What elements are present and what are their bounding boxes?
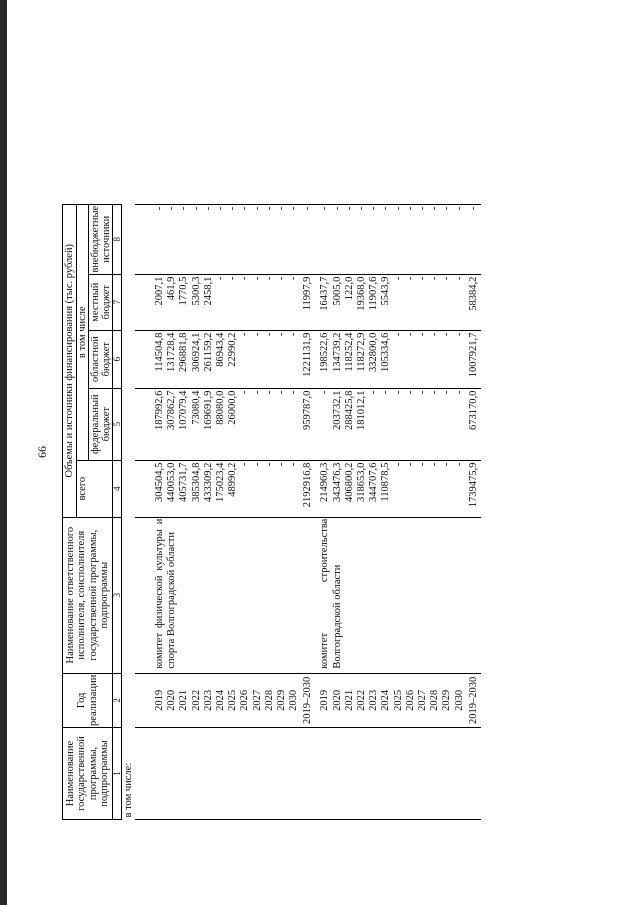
local-value: -	[392, 276, 404, 281]
local-value: -	[214, 276, 226, 281]
extra-value: -	[331, 206, 343, 211]
local-value: -	[251, 276, 263, 281]
extra-value: -	[416, 206, 428, 211]
extra-value: -	[429, 206, 441, 211]
program-name-cell	[315, 728, 480, 820]
extra-value: -	[275, 206, 287, 211]
total-value: 110878,5	[380, 462, 392, 502]
federal-value: 307862,7	[166, 390, 178, 431]
regional-value: -	[392, 332, 404, 337]
header-regional: областной бюджет	[89, 330, 113, 388]
year-column	[315, 673, 480, 727]
federal-value: 88080,0	[214, 390, 226, 425]
federal-value: 181012,1	[356, 390, 368, 431]
local-value: 2007,1	[154, 276, 166, 306]
years-value: 2022	[190, 689, 202, 711]
executor-cell: комитет физической культуры и спорта Волгоградской области	[150, 517, 315, 673]
local-value: -	[239, 276, 251, 281]
extra-value: -	[302, 206, 314, 211]
regional-value: -	[429, 332, 441, 337]
years-value: 2027	[416, 689, 428, 711]
years-value: 2019–2030	[302, 676, 314, 724]
federal-value: 187992,6	[154, 390, 166, 431]
extra-value: -	[467, 206, 479, 211]
header-incl: в том числе	[77, 204, 89, 460]
regional-value: 114504,8	[154, 332, 166, 372]
executor-cell: комитет строительства Волгоградской области	[315, 517, 480, 673]
extra-value: -	[214, 206, 226, 211]
regional-value: 261159,2	[202, 332, 214, 372]
years-value: 2025	[392, 689, 404, 711]
years-value: 2025	[227, 689, 239, 711]
years-value: 2019	[154, 689, 166, 711]
extra-value: -	[166, 206, 178, 211]
extra-value: -	[380, 206, 392, 211]
local-value: 461,9	[166, 276, 178, 301]
column-number: 1	[113, 728, 122, 820]
regional-value: 1007921,7	[467, 332, 479, 378]
local-value: -	[263, 276, 275, 281]
extra-value: -	[288, 206, 300, 211]
federal-value: -	[251, 390, 263, 395]
total-value: -	[404, 462, 416, 467]
regional-value: 306924,1	[190, 332, 202, 373]
federal-column	[315, 388, 480, 460]
year-column	[150, 673, 315, 727]
local-value: 2458,1	[202, 276, 214, 306]
federal-value: -	[441, 390, 453, 395]
local-value: -	[275, 276, 287, 281]
local-value: -	[288, 276, 300, 281]
extra-value: -	[239, 206, 251, 211]
extra-value: -	[441, 206, 453, 211]
total-value: 1739475,9	[467, 462, 479, 508]
total-value: 385304,8	[190, 462, 202, 503]
extra-value: -	[453, 206, 465, 211]
regional-value: -	[416, 332, 428, 337]
regional-column	[315, 330, 480, 388]
federal-column	[150, 388, 315, 460]
total-value: 344707,6	[368, 462, 380, 503]
years-value: 2026	[404, 689, 416, 711]
column-number: 3	[113, 517, 122, 673]
header-local: местный бюджет	[89, 274, 113, 330]
federal-value: -	[404, 390, 416, 395]
regional-value: 118252,4	[343, 332, 355, 372]
extra-value: -	[190, 206, 202, 211]
federal-value: 203732,1	[331, 390, 343, 431]
federal-value: -	[392, 390, 404, 395]
header-financing: Объемы и источники финансирования (тыс. рублей)	[63, 204, 77, 517]
header-name: Наименование государственной программы, подпрограммы	[63, 728, 113, 820]
local-value: 11997,9	[302, 276, 314, 311]
total-value: 175023,4	[214, 462, 226, 503]
total-value: 440053,0	[166, 462, 178, 503]
local-value: -	[441, 276, 453, 281]
header-total: всего	[77, 460, 113, 517]
total-value: -	[251, 462, 263, 467]
total-value: 318653,0	[356, 462, 368, 503]
total-value: 405731,7	[178, 462, 190, 503]
local-value: 5005,0	[331, 276, 343, 306]
federal-value: -	[380, 390, 392, 395]
local-value: 11907,6	[368, 276, 380, 311]
federal-value: -	[319, 390, 331, 395]
total-value: 304504,5	[154, 462, 166, 503]
total-value: -	[275, 462, 287, 467]
local-value: -	[429, 276, 441, 281]
regional-value: 296881,8	[178, 332, 190, 373]
federal-value: -	[275, 390, 287, 395]
total-value: 433309,2	[202, 462, 214, 503]
extra-value: -	[202, 206, 214, 211]
page-number: 66	[35, 446, 49, 458]
extra-column	[150, 204, 315, 274]
years-value: 2024	[380, 689, 392, 711]
total-value: -	[288, 462, 300, 467]
extra-value: -	[356, 206, 368, 211]
extra-value: -	[319, 206, 331, 211]
years-value: 2028	[429, 689, 441, 711]
extra-column	[315, 204, 480, 274]
federal-value: 73080,4	[190, 390, 202, 425]
years-value: 2020	[331, 689, 343, 711]
header-federal: федеральный бюджет	[89, 388, 113, 460]
total-column	[315, 460, 480, 517]
federal-value: 26000,0	[227, 390, 239, 425]
years-value: 2030	[288, 689, 300, 711]
years-value: 2029	[441, 689, 453, 711]
local-value: 122,0	[343, 276, 355, 301]
local-value: 19368,0	[356, 276, 368, 311]
regional-value: 86943,4	[214, 332, 226, 367]
extra-value: -	[178, 206, 190, 211]
local-value: 5543,9	[380, 276, 392, 306]
local-value: -	[453, 276, 465, 281]
total-value: -	[263, 462, 275, 467]
federal-value: -	[429, 390, 441, 395]
years-value: 2027	[251, 689, 263, 711]
federal-value: -	[368, 390, 380, 395]
total-value: -	[416, 462, 428, 467]
local-value: -	[416, 276, 428, 281]
extra-value: -	[154, 206, 166, 211]
column-number: 5	[113, 388, 122, 460]
federal-value: -	[453, 390, 465, 395]
total-value: -	[429, 462, 441, 467]
years-value: 2026	[239, 689, 251, 711]
years-value: 2020	[166, 689, 178, 711]
regional-value: 134739,2	[331, 332, 343, 373]
regional-value: -	[453, 332, 465, 337]
regional-value: 1221131,9	[302, 332, 314, 377]
years-value: 2019	[319, 689, 331, 711]
years-value: 2021	[178, 689, 190, 711]
total-value: -	[392, 462, 404, 467]
years-value: 2021	[343, 689, 355, 711]
federal-value: -	[288, 390, 300, 395]
total-value: -	[453, 462, 465, 467]
extra-value: -	[227, 206, 239, 211]
total-value: 214960,3	[319, 462, 331, 503]
years-value: 2028	[263, 689, 275, 711]
total-value: 48990,2	[227, 462, 239, 497]
total-value: 2192916,8	[302, 462, 314, 508]
extra-value: -	[343, 206, 355, 211]
extra-value: -	[404, 206, 416, 211]
note-row	[122, 204, 136, 819]
local-value: -	[227, 276, 239, 281]
program-name-cell	[150, 728, 315, 820]
years-value: 2030	[453, 689, 465, 711]
federal-value: 169691,9	[202, 390, 214, 431]
local-column	[150, 274, 315, 330]
column-number: 6	[113, 330, 122, 388]
regional-value: 105334,6	[380, 332, 392, 373]
regional-value: -	[275, 332, 287, 337]
local-value: 5300,3	[190, 276, 202, 306]
federal-value: -	[416, 390, 428, 395]
group-construction-committee	[315, 204, 480, 819]
header-executor: Наименование ответственного исполнителя, соисполнителя государственной программы, подпрограммы	[63, 517, 113, 673]
years-value: 2019–2030	[467, 676, 479, 724]
local-value: 1770,5	[178, 276, 190, 306]
column-number: 4	[113, 460, 122, 517]
regional-value: 198522,6	[319, 332, 331, 373]
federal-value: 288425,8	[343, 390, 355, 431]
years-value: 2024	[214, 689, 226, 711]
regional-column	[150, 330, 315, 388]
regional-value: 332800,0	[368, 332, 380, 373]
extra-value: -	[392, 206, 404, 211]
local-value: 16437,7	[319, 276, 331, 311]
column-numbers-row	[113, 204, 122, 819]
federal-value: 107079,4	[178, 390, 190, 431]
regional-value: -	[239, 332, 251, 337]
extra-value: -	[263, 206, 275, 211]
regional-value: 22990,2	[227, 332, 239, 367]
total-value: 406800,2	[343, 462, 355, 503]
financing-table	[62, 204, 481, 820]
regional-value: -	[441, 332, 453, 337]
local-column	[315, 274, 480, 330]
extra-value: -	[251, 206, 263, 211]
regional-value: -	[288, 332, 300, 337]
column-number: 8	[113, 204, 122, 274]
federal-value: 959787,0	[302, 390, 314, 431]
regional-value: 118272,9	[356, 332, 368, 372]
column-number: 7	[113, 274, 122, 330]
total-value: -	[441, 462, 453, 467]
local-value: 58384,2	[467, 276, 479, 311]
years-value: 2023	[368, 689, 380, 711]
header-extra: внебюджетные источники	[89, 205, 112, 273]
local-value: -	[404, 276, 416, 281]
regional-value: 131728,4	[166, 332, 178, 373]
header-year: Год реализации	[63, 673, 113, 727]
group-sports-committee	[135, 204, 315, 819]
years-value: 2022	[356, 689, 368, 711]
extra-value: -	[368, 206, 380, 211]
years-value: 2029	[275, 689, 287, 711]
note-text: в том числе:	[123, 762, 135, 818]
federal-value: -	[263, 390, 275, 395]
federal-value: -	[239, 390, 251, 395]
years-value: 2023	[202, 689, 214, 711]
financing-table-wrapper	[62, 204, 481, 820]
federal-value: 673170,0	[467, 390, 479, 431]
regional-value: -	[251, 332, 263, 337]
total-value: -	[239, 462, 251, 467]
regional-value: -	[263, 332, 275, 337]
regional-value: -	[404, 332, 416, 337]
total-column	[150, 460, 315, 517]
total-value: 343476,3	[331, 462, 343, 503]
column-number: 2	[113, 673, 122, 727]
